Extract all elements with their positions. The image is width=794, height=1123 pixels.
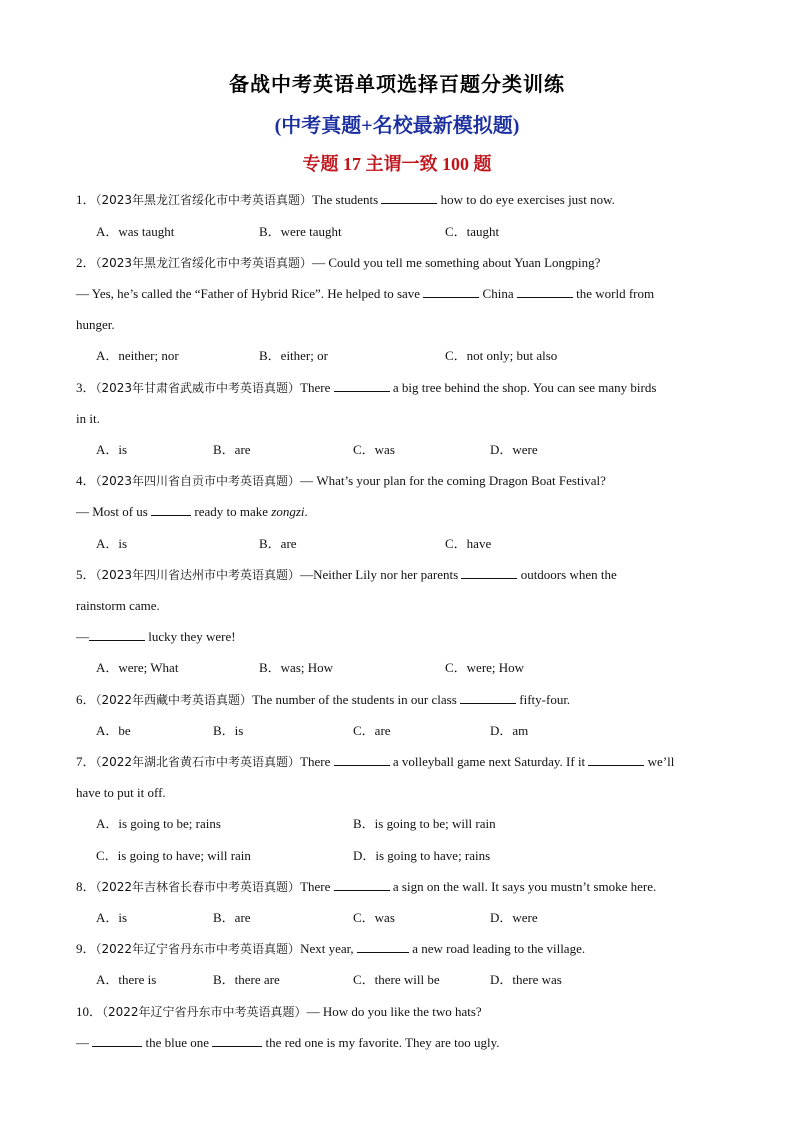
- question-2-option-c: C．not only; but also: [445, 348, 558, 363]
- answer-blank: [381, 191, 437, 204]
- question-7-option-d: D．is going to have; rains: [353, 848, 491, 863]
- question-5-line-2: rainstorm came.: [76, 598, 160, 613]
- answer-blank: [357, 940, 409, 953]
- question-1-option-c: C．taught: [445, 224, 500, 239]
- answer-blank: [517, 285, 573, 298]
- question-1-option-b: B．were taught: [259, 224, 342, 239]
- question-6-option-c: C．are: [353, 723, 391, 738]
- question-3-option-d: D．were: [490, 442, 538, 457]
- question-4-option-b: B．are: [259, 536, 297, 551]
- answer-blank: [423, 285, 479, 298]
- question-1-stem: 1．（2023年黑龙江省绥化市中考英语真题）The students how to do eye exercises just now.: [76, 192, 615, 207]
- question-8-option-d: D．were: [490, 910, 538, 925]
- answer-blank: [460, 691, 516, 704]
- question-9-stem: 9．（2022年辽宁省丹东市中考英语真题）Next year, a new road leading to the village.: [76, 941, 586, 956]
- answer-blank: [334, 878, 390, 891]
- question-6-stem: 6．（2022年西藏中考英语真题）The number of the students in our class fifty-four.: [76, 692, 571, 707]
- question-3-line-2: in it.: [76, 411, 100, 426]
- answer-blank: [151, 503, 191, 516]
- question-8-stem: 8．（2022年吉林省长春市中考英语真题）There a sign on the wall. It says you mustn’t smoke here.: [76, 879, 657, 894]
- answer-blank: [334, 753, 390, 766]
- question-2-line-2: — Yes, he’s called the “Father of Hybrid Rice”. He helped to save China the world from: [76, 286, 655, 301]
- question-3-option-a: A．is: [96, 442, 128, 457]
- question-4-option-a: A．is: [96, 536, 128, 551]
- question-7-line-2: have to put it off.: [76, 785, 166, 800]
- answer-blank: [92, 1034, 142, 1047]
- question-2-line-3: hunger.: [76, 317, 115, 332]
- answer-blank: [89, 628, 145, 641]
- question-6-option-d: D．am: [490, 723, 529, 738]
- question-9-option-d: D．there was: [490, 972, 562, 987]
- question-8-option-a: A．is: [96, 910, 128, 925]
- question-5-option-c: C．were; How: [445, 660, 525, 675]
- question-8-option-b: B．are: [213, 910, 251, 925]
- document-title: 备战中考英语单项选择百题分类训练: [229, 74, 565, 96]
- question-9-option-c: C．there will be: [353, 972, 440, 987]
- question-7-option-c: C．is going to have; will rain: [96, 848, 251, 863]
- question-6-option-a: A．be: [96, 723, 131, 738]
- question-2-option-a: A．neither; nor: [96, 348, 179, 363]
- question-3-stem: 3．（2023年甘肃省武威市中考英语真题）There a big tree behind the shop. You can see many birds: [76, 380, 657, 395]
- question-2-stem: 2．（2023年黑龙江省绥化市中考英语真题）— Could you tell me something about Yuan Longping?: [76, 255, 601, 270]
- question-5-option-b: B．was; How: [259, 660, 334, 675]
- question-8-option-c: C．was: [353, 910, 395, 925]
- question-2-option-b: B．either; or: [259, 348, 328, 363]
- question-5-option-a: A．were; What: [96, 660, 179, 675]
- question-9-option-a: A．there is: [96, 972, 157, 987]
- question-7-option-b: B．is going to be; will rain: [353, 816, 496, 831]
- answer-blank: [212, 1034, 262, 1047]
- document-subtitle: (中考真题+名校最新模拟题): [274, 115, 520, 137]
- question-1-option-a: A．was taught: [96, 224, 175, 239]
- question-5-line-3: — lucky they were!: [76, 629, 236, 644]
- document-topic: 专题 17 主谓一致 100 题: [302, 154, 492, 174]
- question-7-option-a: A．is going to be; rains: [96, 816, 221, 831]
- question-4-stem: 4．（2023年四川省自贡市中考英语真题）— What’s your plan for the coming Dragon Boat Festival?: [76, 473, 606, 488]
- question-10-line-2: — the blue one the red one is my favorite. They are too ugly.: [76, 1035, 500, 1050]
- question-7-stem: 7．（2022年湖北省黄石市中考英语真题）There a volleyball game next Saturday. If it we’ll: [76, 754, 675, 769]
- question-5-stem: 5．（2023年四川省达州市中考英语真题）—Neither Lily nor her parents outdoors when the: [76, 567, 617, 582]
- question-4-option-c: C．have: [445, 536, 492, 551]
- question-10-stem: 10．（2022年辽宁省丹东市中考英语真题）— How do you like the two hats?: [76, 1004, 482, 1019]
- italic-term: zongzi: [271, 504, 305, 519]
- question-3-option-c: C．was: [353, 442, 395, 457]
- question-3-option-b: B．are: [213, 442, 251, 457]
- answer-blank: [334, 379, 390, 392]
- question-6-option-b: B．is: [213, 723, 244, 738]
- question-9-option-b: B．there are: [213, 972, 280, 987]
- answer-blank: [588, 753, 644, 766]
- question-4-line-2: — Most of us ready to make zongzi.: [76, 504, 308, 519]
- answer-blank: [461, 566, 517, 579]
